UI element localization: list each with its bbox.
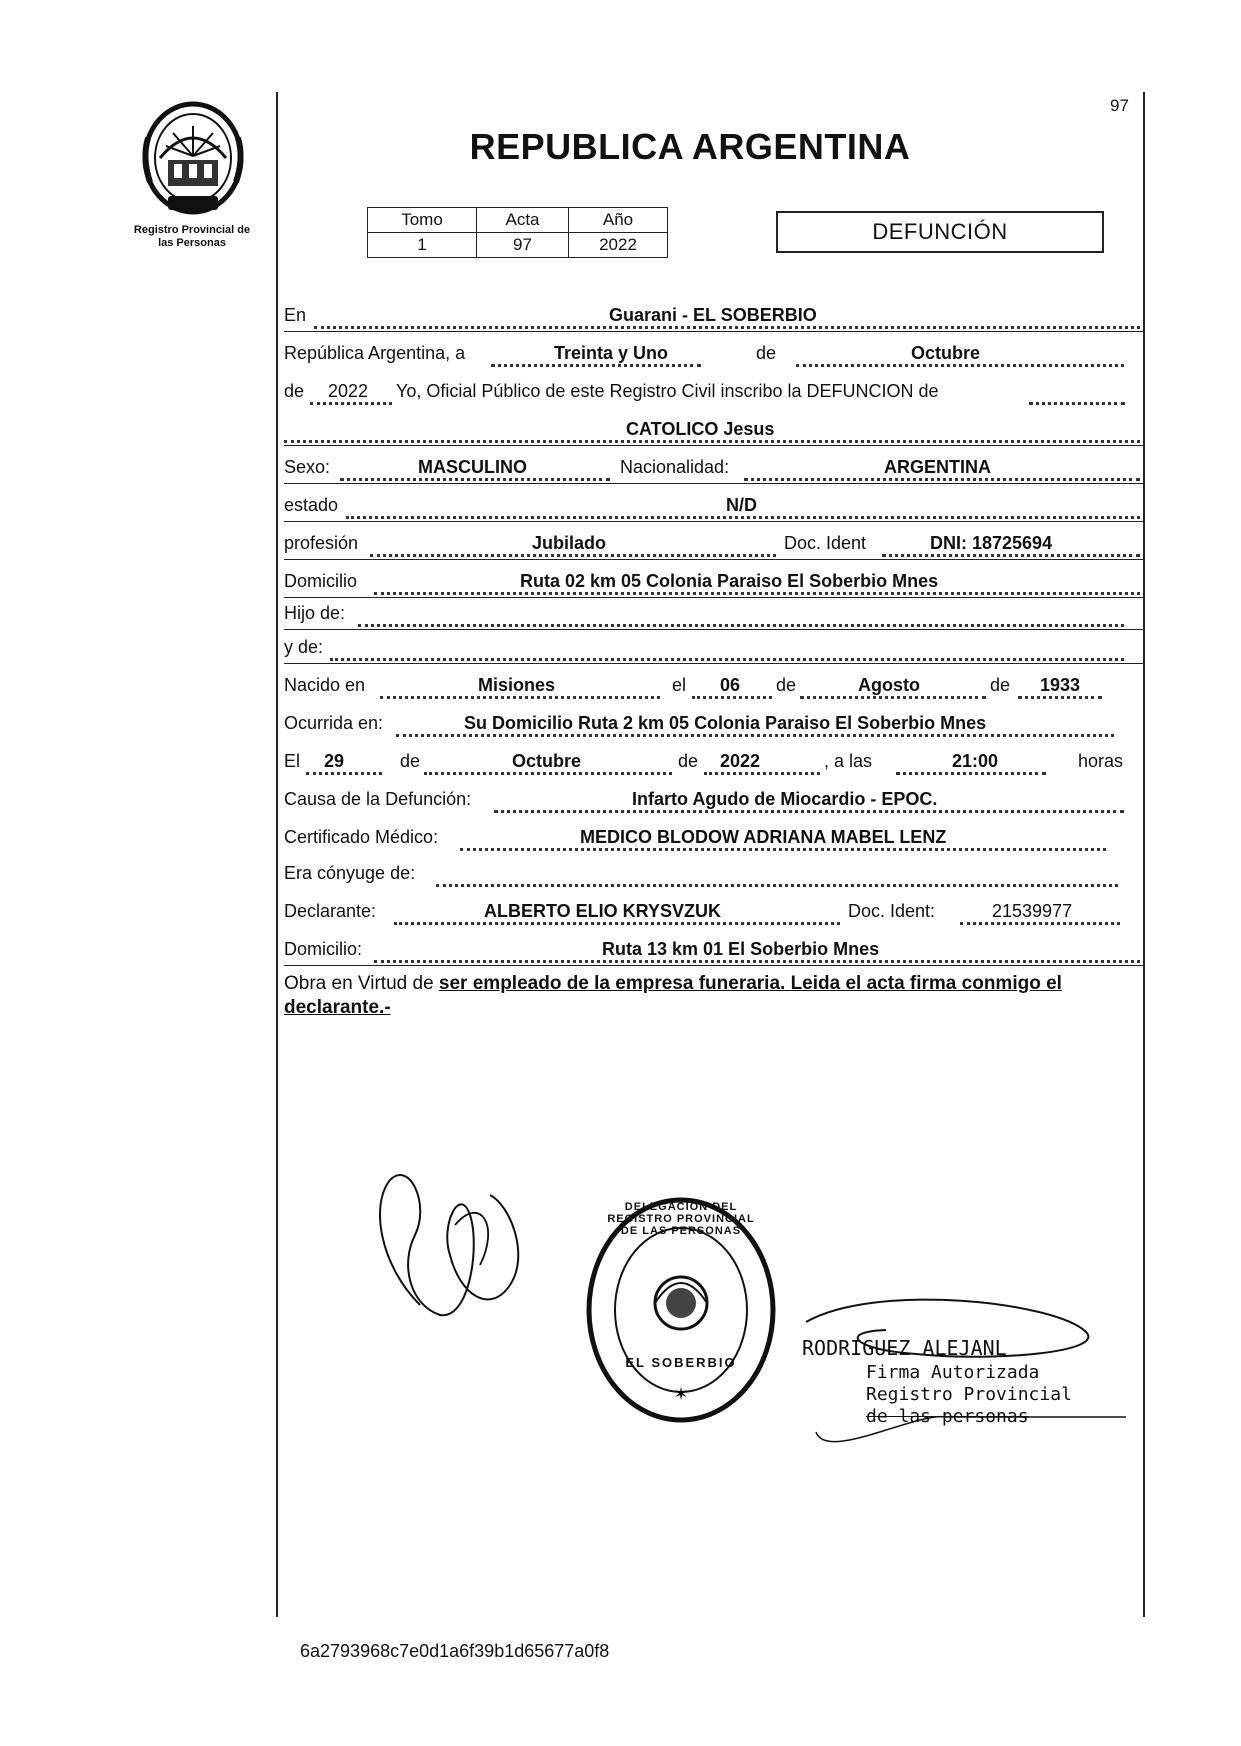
page-number: 97 <box>1110 96 1129 115</box>
value-sexo: MASCULINO <box>418 457 527 477</box>
label-de-birth-year: de <box>990 675 1011 695</box>
dotted-line <box>896 772 1046 775</box>
row-en <box>284 293 1144 332</box>
label-de-year: de <box>284 381 305 401</box>
official-line2: Firma Autorizada <box>866 1362 1040 1383</box>
dotted-line <box>374 960 1140 963</box>
label-hijo-de: Hijo de: <box>284 603 346 623</box>
value-month: Octubre <box>911 343 981 363</box>
value-nacionalidad: ARGENTINA <box>884 457 991 477</box>
label-obra: Obra en Virtud de <box>284 973 434 994</box>
label-de-death-month: de <box>400 751 421 771</box>
row-ocurrida <box>284 701 1144 739</box>
registry-value-row <box>368 233 668 258</box>
registry-table <box>367 207 668 258</box>
value-tomo: 1 <box>368 233 477 258</box>
value-domicilio-declarante: Ruta 13 km 01 El Soberbio Mnes <box>602 939 880 959</box>
label-conyuge: Era cónyuge de: <box>284 863 416 883</box>
obra-paragraph <box>284 972 1144 1020</box>
value-profesion: Jubilado <box>532 533 607 553</box>
label-doc-ident: Doc. Ident <box>784 533 867 553</box>
value-domicilio: Ruta 02 km 05 Colonia Paraiso El Soberbio Mnes <box>520 571 939 591</box>
dotted-line <box>692 696 772 699</box>
row-profesion <box>284 521 1144 560</box>
official-stamp-text <box>866 1362 1072 1428</box>
label-el: el <box>672 675 687 695</box>
row-conyuge <box>284 853 1144 889</box>
label-de-birth-month: de <box>776 675 797 695</box>
value-nacido-en: Misiones <box>478 675 556 695</box>
label-declarante: Declarante: <box>284 901 377 921</box>
header-acta: Acta <box>477 208 569 233</box>
document-title: REPUBLICA ARGENTINA <box>469 126 911 167</box>
dotted-line <box>960 922 1120 925</box>
org-label-line2: las Personas <box>158 237 226 249</box>
stamp-center-text: EL SOBERBIO <box>625 1355 737 1370</box>
label-de: de <box>756 343 777 363</box>
dotted-line <box>330 658 1124 661</box>
row-statement <box>284 369 1144 407</box>
document-hash: 6a2793968c7e0d1a6f39b1d65677a0f8 <box>300 1641 610 1661</box>
official-line3: Registro Provincial <box>866 1384 1072 1405</box>
dotted-line <box>1018 696 1102 699</box>
dotted-line <box>370 554 776 557</box>
value-place: Guarani - EL SOBERBIO <box>609 305 817 325</box>
dotted-line <box>424 772 672 775</box>
label-nacionalidad: Nacionalidad: <box>620 457 730 477</box>
label-decl-doc: Doc. Ident: <box>848 901 936 921</box>
stamp-ring-text: DELEGACION DEL REGISTRO PROVINCIAL DE LAS PERSONAS <box>607 1201 755 1237</box>
dotted-line <box>340 478 610 481</box>
dotted-line <box>460 848 1106 851</box>
value-ano: 2022 <box>569 233 668 258</box>
dotted-line <box>306 772 382 775</box>
row-certificado <box>284 815 1144 853</box>
value-ocurrida-en: Su Domicilio Ruta 2 km 05 Colonia Paraiso El Soberbio Mnes <box>464 713 987 733</box>
dotted-line <box>396 734 1114 737</box>
row-republica <box>284 331 1144 369</box>
label-causa: Causa de la Defunción: <box>284 789 472 809</box>
dotted-line <box>491 364 701 367</box>
official-signature-stamp <box>796 1292 1136 1462</box>
dotted-line <box>346 516 1140 519</box>
deceased-name: CATOLICO Jesus <box>626 419 775 439</box>
label-sexo: Sexo: <box>284 457 331 477</box>
handwritten-signature-left <box>360 1165 540 1325</box>
value-death-day: 29 <box>324 751 345 771</box>
dotted-line <box>358 624 1124 627</box>
label-y-de: y de: <box>284 637 324 657</box>
value-obra-line1: ser empleado de la empresa funeraria. Leida el acta firma conmigo el <box>438 973 1062 994</box>
value-declarante: ALBERTO ELIO KRYSVZUK <box>484 901 722 921</box>
value-death-time: 21:00 <box>952 751 999 771</box>
left-border-line <box>276 92 278 1617</box>
label-republica: República Argentina, a <box>284 343 466 363</box>
header-ano: Año <box>569 208 668 233</box>
delegation-oval-stamp <box>583 1195 779 1425</box>
label-profesion: profesión <box>284 533 359 553</box>
label-en: En <box>284 305 307 325</box>
row-estado <box>284 483 1144 522</box>
label-domicilio-declarante: Domicilio: <box>284 939 363 959</box>
value-dni: DNI: 18725694 <box>930 533 1053 553</box>
row-y-de <box>284 629 1144 664</box>
value-birth-year: 1933 <box>1040 675 1081 695</box>
provincial-coat-of-arms-logo <box>138 98 248 216</box>
value-birth-day: 06 <box>720 675 741 695</box>
official-name: RODRIGUEZ ALEJANL <box>802 1336 1007 1360</box>
registry-header-row <box>368 208 668 233</box>
svg-text:✶: ✶ <box>673 1384 689 1405</box>
value-year: 2022 <box>328 381 369 401</box>
value-decl-doc: 21539977 <box>992 901 1073 921</box>
dotted-line <box>800 696 986 699</box>
dotted-line <box>704 772 820 775</box>
dotted-line <box>394 922 840 925</box>
value-day-words: Treinta y Uno <box>554 343 669 363</box>
dotted-line <box>314 326 1140 329</box>
value-death-month: Octubre <box>512 751 582 771</box>
label-de-death-year: de <box>678 751 699 771</box>
label-domicilio: Domicilio <box>284 571 358 591</box>
dotted-line <box>796 364 1124 367</box>
row-fecha-defuncion <box>284 739 1144 777</box>
row-deceased-name <box>284 407 1144 446</box>
label-el-death: El <box>284 751 301 771</box>
label-nacido-en: Nacido en <box>284 675 366 695</box>
official-line4: de las personas <box>866 1406 1029 1427</box>
row-domicilio <box>284 559 1144 598</box>
value-death-year: 2022 <box>720 751 761 771</box>
label-a-las: , a las <box>824 751 873 771</box>
statement-text: Yo, Oficial Público de este Registro Civil inscribo la DEFUNCION de <box>396 381 939 401</box>
dotted-line <box>436 884 1118 887</box>
record-type-box: DEFUNCIÓN <box>776 211 1104 253</box>
org-label-line1: Registro Provincial de <box>133 224 251 236</box>
value-birth-month: Agosto <box>858 675 920 695</box>
label-certificado: Certificado Médico: <box>284 827 439 847</box>
value-acta: 97 <box>477 233 569 258</box>
dotted-line <box>284 440 1140 443</box>
dotted-line <box>744 478 1140 481</box>
row-sexo <box>284 445 1144 484</box>
value-causa: Infarto Agudo de Miocardio - EPOC. <box>632 789 938 809</box>
header-tomo: Tomo <box>368 208 477 233</box>
label-ocurrida-en: Ocurrida en: <box>284 713 384 733</box>
dotted-line <box>1029 402 1125 405</box>
dotted-line <box>310 402 392 405</box>
value-certificado: MEDICO BLODOW ADRIANA MABEL LENZ <box>580 827 947 847</box>
row-causa <box>284 777 1144 815</box>
row-hijo-de <box>284 595 1144 630</box>
value-estado: N/D <box>726 495 757 515</box>
label-estado: estado <box>284 495 339 515</box>
dotted-line <box>380 696 660 699</box>
dotted-line <box>882 554 1140 557</box>
row-domicilio-declarante <box>284 927 1144 966</box>
value-obra-line2: declarante.- <box>284 997 391 1018</box>
label-horas: horas <box>1078 751 1124 771</box>
row-declarante <box>284 889 1144 927</box>
dotted-line <box>494 810 1124 813</box>
row-nacido <box>284 663 1144 701</box>
organization-label <box>112 224 272 250</box>
